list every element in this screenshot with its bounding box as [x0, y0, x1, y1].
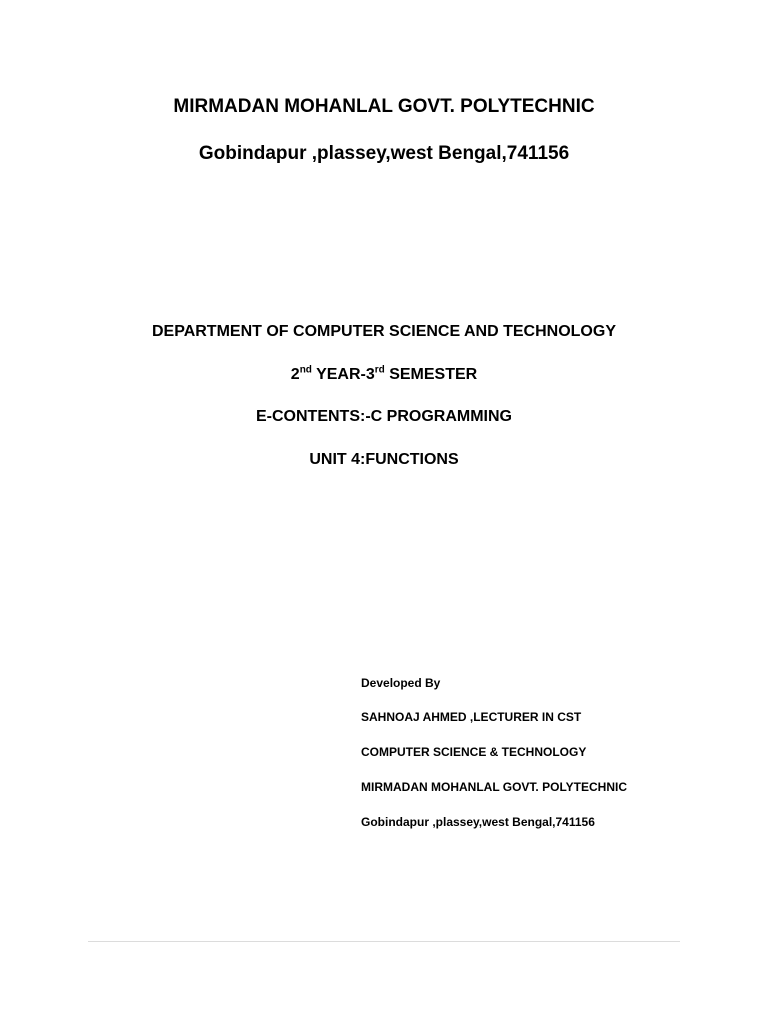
- credits-address: Gobindapur ,plassey,west Bengal,741156: [361, 815, 595, 829]
- year-superscript: nd: [299, 364, 312, 376]
- credits-institution: MIRMADAN MOHANLAL GOVT. POLYTECHNIC: [361, 780, 628, 794]
- unit-heading: UNIT 4:FUNCTIONS: [309, 451, 459, 468]
- year-number: 2: [290, 366, 300, 383]
- semester-superscript: rd: [374, 364, 385, 376]
- semester-text: SEMESTER: [384, 366, 478, 383]
- year-semester-line: [0, 366, 768, 384]
- econtents-heading: E-CONTENTS:-C PROGRAMMING: [256, 408, 512, 425]
- institution-address: Gobindapur ,plassey,west Bengal,741156: [198, 143, 570, 164]
- developed-by-label: Developed By: [361, 676, 441, 690]
- footer-divider: [88, 941, 680, 942]
- author-line: SAHNOAJ AHMED ,LECTURER IN CST: [361, 710, 582, 724]
- year-text: YEAR-3: [311, 366, 375, 383]
- department-heading: DEPARTMENT OF COMPUTER SCIENCE AND TECHNOLOGY: [151, 323, 616, 340]
- credits-department: COMPUTER SCIENCE & TECHNOLOGY: [361, 745, 587, 759]
- institution-title: MIRMADAN MOHANLAL GOVT. POLYTECHNIC: [173, 96, 595, 117]
